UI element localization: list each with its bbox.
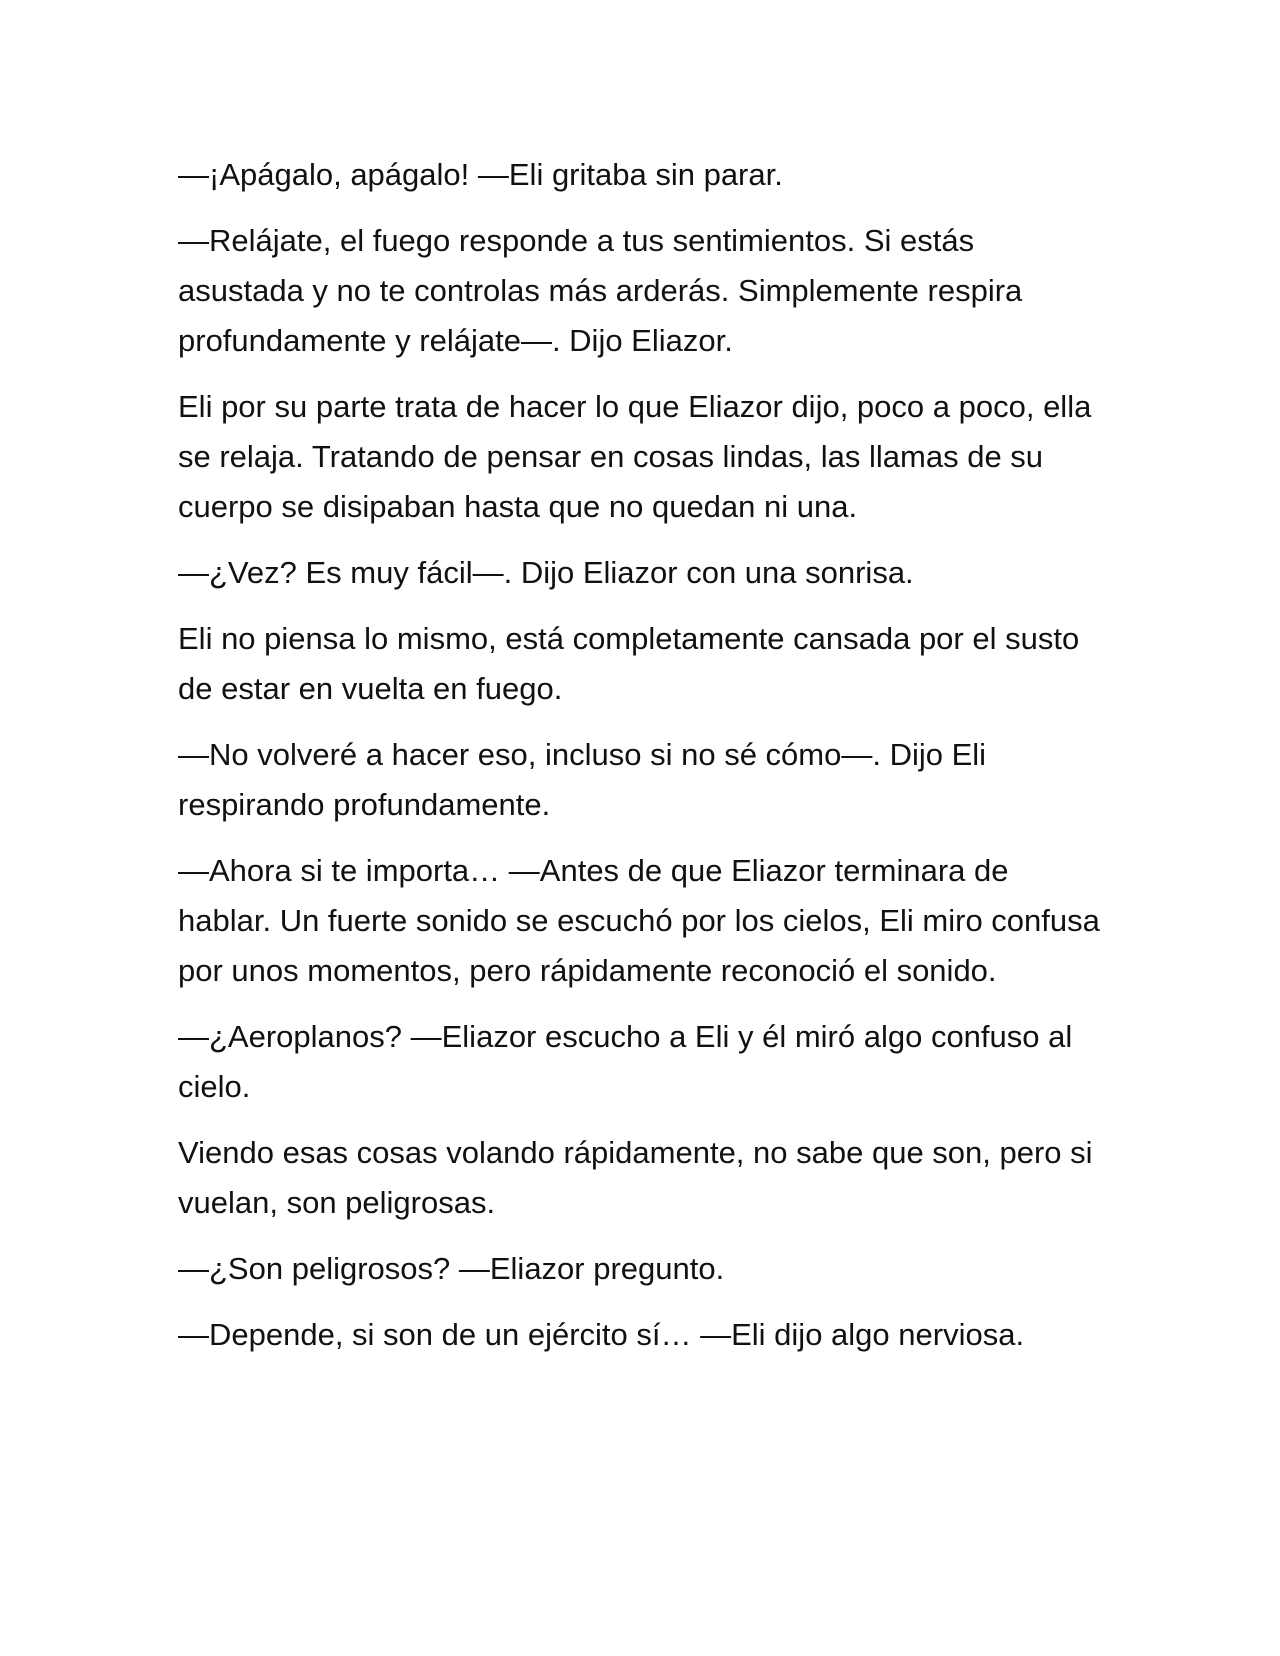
paragraph-7: —Ahora si te importa… —Antes de que Eliazor terminara de hablar. Un fuerte sonido se escuchó por los cielos, Eli miro confusa por unos momentos, pero rápidamente reconoció el sonido. bbox=[178, 853, 1100, 988]
paragraph-6: —No volveré a hacer eso, incluso si no sé cómo—. Dijo Eli respirando profundamente. bbox=[178, 737, 987, 822]
paragraph-8: —¿Aeroplanos? —Eliazor escucho a Eli y él miró algo confuso al cielo. bbox=[178, 1019, 1073, 1104]
paragraph-11: —Depende, si son de un ejército sí… —Eli dijo algo nerviosa. bbox=[178, 1317, 1025, 1352]
paragraph-10: —¿Son peligrosos? —Eliazor pregunto. bbox=[178, 1251, 725, 1286]
paragraph-4: —¿Vez? Es muy fácil—. Dijo Eliazor con una sonrisa. bbox=[178, 555, 914, 590]
paragraph-1: —¡Apágalo, apágalo! —Eli gritaba sin parar. bbox=[178, 157, 783, 192]
document-body bbox=[178, 150, 1108, 1376]
paragraph-2: —Relájate, el fuego responde a tus sentimientos. Si estás asustada y no te controlas más arderás. Simplemente respira profundamente y relájate—. Dijo Eliazor. bbox=[178, 223, 1023, 358]
paragraph-3: Eli por su parte trata de hacer lo que Eliazor dijo, poco a poco, ella se relaja. Tratando de pensar en cosas lindas, las llamas de su cuerpo se disipaban hasta que no quedan ni una. bbox=[178, 389, 1092, 524]
paragraph-9: Viendo esas cosas volando rápidamente, no sabe que son, pero si vuelan, son peligrosas. bbox=[178, 1135, 1093, 1220]
paragraph-5: Eli no piensa lo mismo, está completamente cansada por el susto de estar en vuelta en fuego. bbox=[178, 621, 1080, 706]
